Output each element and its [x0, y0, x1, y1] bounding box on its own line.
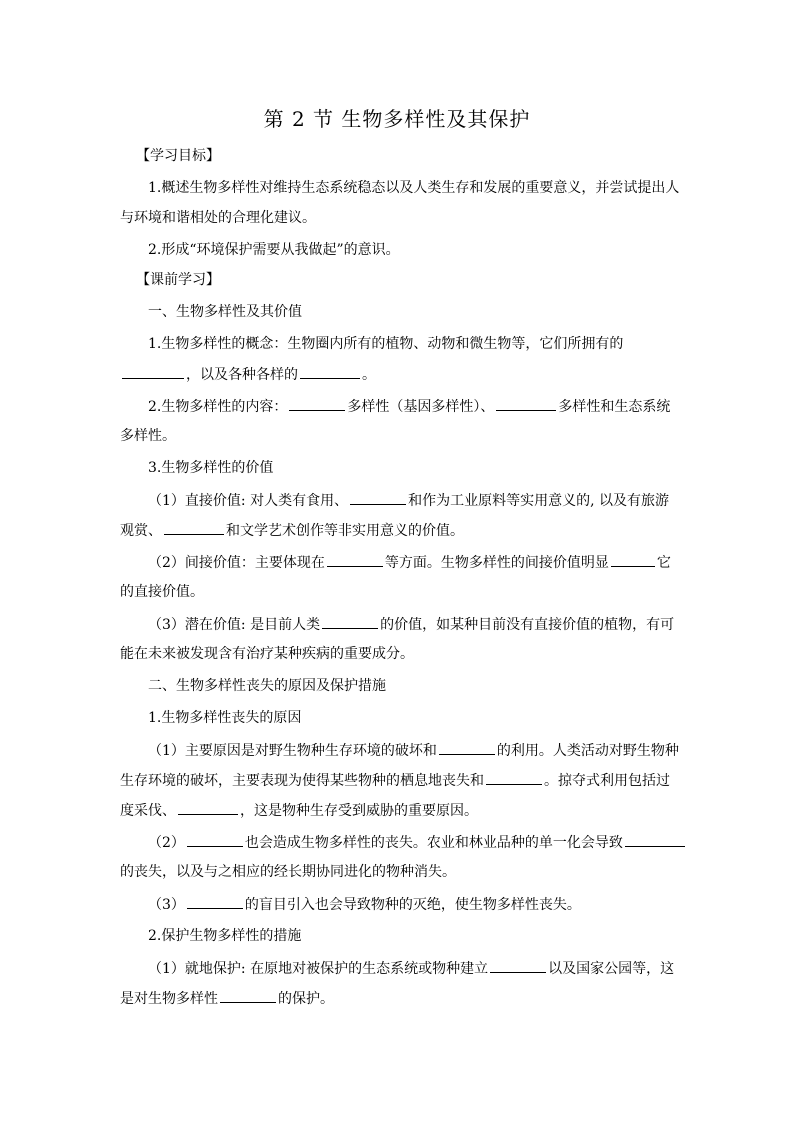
r1-line-1 [148, 740, 708, 761]
page-title: 第 2 节 生物多样性及其保护 [263, 107, 531, 131]
text-segment: （2） [148, 835, 185, 851]
s1-line-2 [120, 988, 680, 1009]
text-segment: 生存环境的破坏，主要表现为使得某些物种的栖息地丧失和 [120, 773, 484, 789]
section-heading-pre-study: 【课前学习】 [136, 272, 220, 288]
text-segment: 是对生物多样性 [120, 991, 218, 1007]
text-segment: 的保护。 [278, 991, 334, 1007]
p1-line-2 [120, 364, 680, 385]
fill-blank[interactable] [439, 740, 495, 755]
heading-biodiversity-value: 一、生物多样性及其价值 [148, 304, 302, 320]
text-segment: 也会造成生物多样性的丧失。农业和林业品种的单一化会导致 [244, 835, 623, 851]
text-segment: 和作为工业原料等实用意义的, 以及有旅游 [408, 493, 669, 509]
text-segment: 。掠夺式利用包括过 [544, 773, 670, 789]
v3-line-2: 能在未来被发现含有治疗某种疾病的重要成分。 [120, 646, 414, 662]
text-segment: 以及国家公园等，这 [548, 961, 675, 977]
fill-blank[interactable] [350, 490, 406, 505]
fill-blank[interactable] [486, 770, 542, 785]
text-segment: 多样性（基因多样性）、 [347, 399, 495, 415]
heading-biodiversity-loss: 二、生物多样性丧失的原因及保护措施 [148, 678, 386, 694]
q1-heading: 1.生物多样性丧失的原因 [148, 710, 302, 726]
fill-blank[interactable] [164, 520, 224, 535]
fill-blank[interactable] [496, 396, 556, 411]
text-segment: 多样性和生态系统 [558, 399, 671, 415]
v3-line-1 [148, 614, 708, 635]
v2-line-2: 的直接价值。 [120, 584, 204, 600]
s1-line-1 [148, 958, 708, 979]
text-segment: （2）间接价值：主要体现在 [148, 555, 325, 571]
text-segment: 和文学艺术创作等非实用意义的价值。 [226, 523, 464, 539]
text-segment: 2.生物多样性的内容： [148, 399, 288, 415]
fill-blank[interactable] [178, 800, 238, 815]
p2-line-2: 多样性。 [120, 428, 176, 444]
text-segment: 的利用。人类活动对野生物种 [496, 743, 679, 759]
p2-line-1 [148, 396, 708, 417]
text-segment: 观赏、 [120, 523, 162, 539]
fill-blank[interactable] [289, 396, 345, 411]
text-segment: 它 [656, 555, 671, 571]
fill-blank[interactable] [300, 364, 360, 379]
r1-line-2 [120, 770, 680, 791]
text-segment: ，这是物种生存受到威胁的重要原因。 [240, 803, 478, 819]
r3-line-1 [148, 894, 708, 915]
text-segment: （1）直接价值: 对人类有食用、 [148, 493, 349, 509]
v1-line-2 [120, 520, 680, 541]
v1-line-1 [148, 490, 708, 511]
fill-blank[interactable] [490, 958, 546, 973]
text-segment: （3）潜在价值: 是目前人类 [148, 617, 321, 633]
fill-blank[interactable] [625, 832, 685, 847]
q2-heading: 2.保护生物多样性的措施 [148, 928, 302, 944]
goal-1-line-2: 与环境和谐相处的合理化建议。 [120, 210, 316, 226]
fill-blank[interactable] [322, 614, 378, 629]
text-segment: 度采伐、 [120, 803, 176, 819]
fill-blank[interactable] [611, 552, 655, 567]
section-heading-goals: 【学习目标】 [136, 148, 220, 164]
text-segment: （1）就地保护: 在原地对被保护的生态系统或物种建立 [148, 961, 489, 977]
p1-line-1: 1.生物多样性的概念：生物圈内所有的植物、动物和微生物等，它们所拥有的 [148, 336, 624, 352]
fill-blank[interactable] [187, 832, 243, 847]
fill-blank[interactable] [220, 988, 276, 1003]
goal-2: 2.形成“环境保护需要从我做起”的意识。 [148, 242, 400, 258]
p3-heading: 3.生物多样性的价值 [148, 460, 274, 476]
text-segment: 的价值，如某种目前没有直接价值的植物，有可 [380, 617, 675, 633]
text-segment: 的盲目引入也会导致物种的灭绝，使生物多样性丧失。 [244, 897, 581, 913]
fill-blank[interactable] [122, 364, 184, 379]
text-segment: 。 [362, 367, 376, 383]
fill-blank[interactable] [327, 552, 383, 567]
text-segment: （3） [148, 897, 185, 913]
text-segment: 等方面。生物多样性的间接价值明显 [384, 555, 609, 571]
r1-line-3 [120, 800, 680, 821]
goal-1-line-1: 1.概述生物多样性对维持生态系统稳态以及人类生存和发展的重要意义，并尝试提出人 [148, 180, 680, 196]
r2-line-2: 的丧失，以及与之相应的经长期协同进化的物种消失。 [120, 864, 456, 880]
v2-line-1 [148, 552, 708, 573]
text-segment: （1）主要原因是对野生物种生存环境的破坏和 [148, 743, 437, 759]
r2-line-1 [148, 832, 708, 853]
text-segment: ，以及各种各样的 [186, 367, 298, 383]
fill-blank[interactable] [187, 894, 243, 909]
